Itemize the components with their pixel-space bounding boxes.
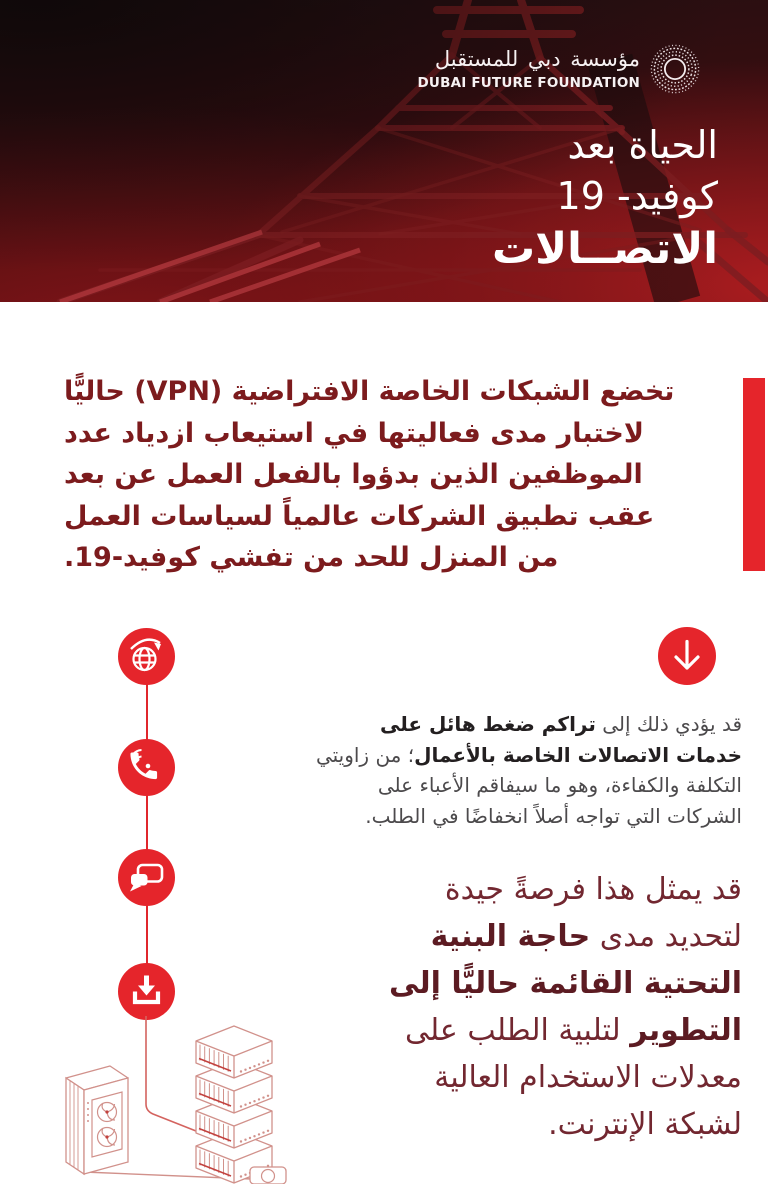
title-line-1: الحياة بعد xyxy=(567,123,718,167)
globe-arrow-icon xyxy=(118,628,175,685)
phone-call-icon xyxy=(118,739,175,796)
pressure-paragraph: قد يؤدي ذلك إلى تراكم ضغط هائل على خدمات الاتصالات الخاصة بالأعمال؛ من زاويتي التكلفة والكفاءة، وهو ما سيفاقم الأعباء على الشركات التي تواجه أصلاً انخفاضًا في الطلب. xyxy=(315,712,742,828)
brand-block xyxy=(418,46,640,92)
chat-bubbles-icon xyxy=(118,849,175,906)
title-line-3: الاتصــالات xyxy=(491,224,718,274)
opportunity-paragraph: قد يمثل هذا فرصةً جيدة لتحديد مدى حاجة البنية التحتية القائمة حاليًّا إلى التطوير لتلبية الطلب على معدلات الاستخدام العالية لشبكة الإنترنت. xyxy=(389,872,742,1142)
brand-name-english: DUBAI FUTURE FOUNDATION xyxy=(417,75,640,91)
page-title xyxy=(491,120,718,277)
down-arrow-circle-icon xyxy=(658,627,716,685)
server-rack-network-illustration xyxy=(0,1000,340,1184)
fan-tower-unit xyxy=(66,1066,128,1174)
intro-paragraph: تخضع الشبكات الخاصة الافتراضية (VPN) حاليًّا لاختبار مدى فعاليتها في استيعاب ازدياد عدد الموظفين الذين بدؤوا بالفعل العمل عن بعد عقب تطبيق الشركات عالمياً لسياسات العمل من المنزل للحد من تفشي كوفيد-19. xyxy=(64,376,675,573)
brand-name-arabic: مؤسسة دبي للمستقبل xyxy=(434,47,640,71)
title-line-2: كوفيد- 19 xyxy=(556,174,718,218)
hero-header xyxy=(0,0,768,302)
red-accent-bar xyxy=(743,378,765,571)
dotted-rings-logo-icon xyxy=(648,42,702,96)
